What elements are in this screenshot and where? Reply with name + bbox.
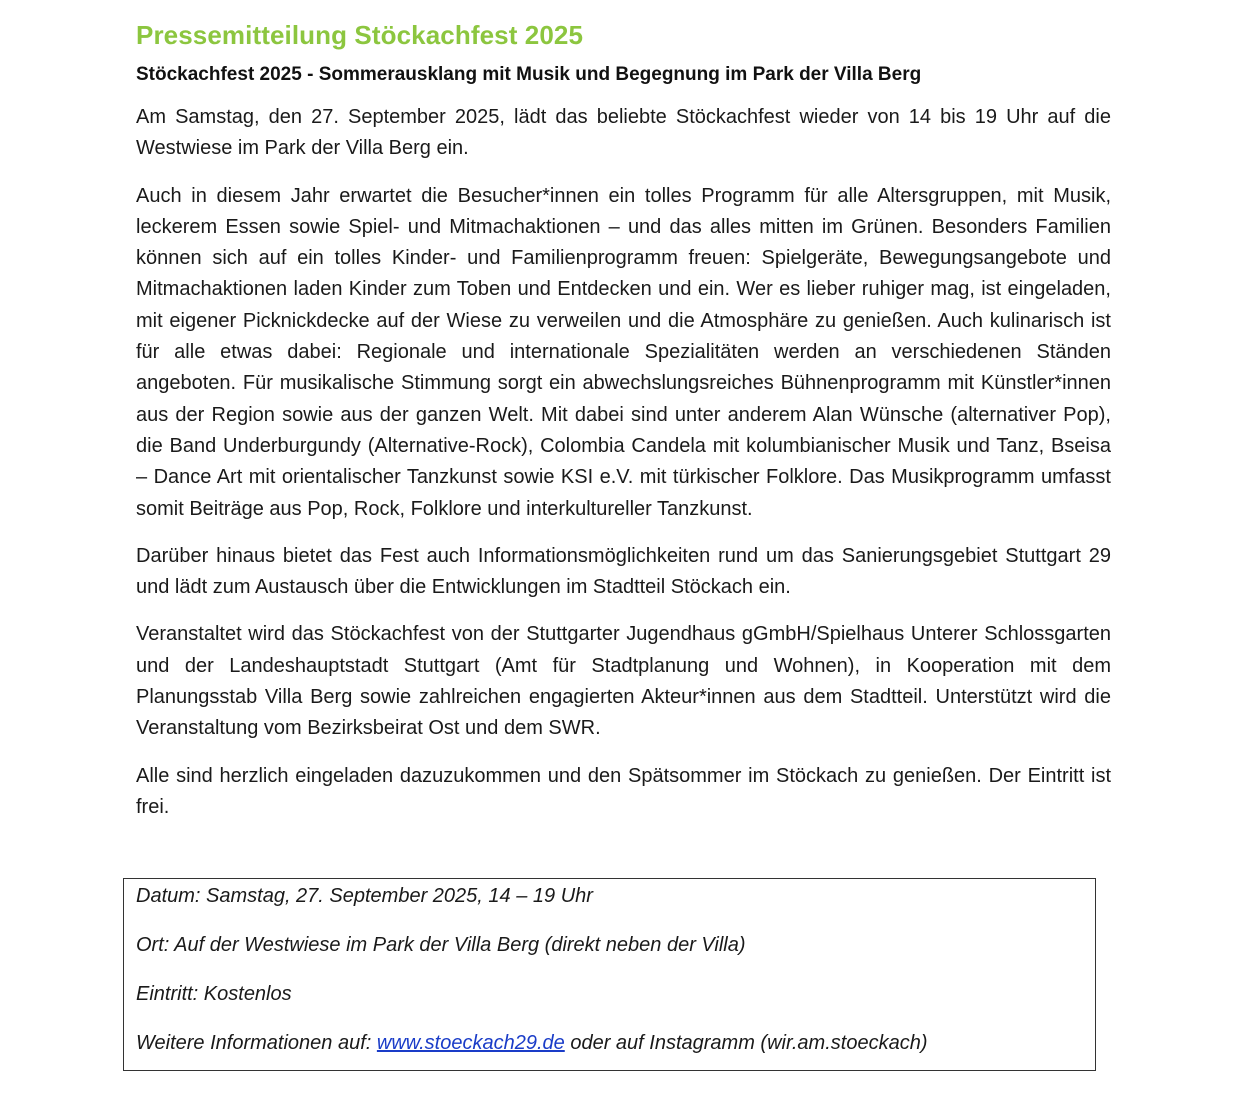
paragraph-information: Darüber hinaus bietet das Fest auch Informationsmöglichkeiten rund um das Sanierungsgebiet Stuttgart 29 und lädt zum Austausch über die Entwicklungen im Stadtteil Stöckach ein. (136, 544, 1111, 599)
page-subtitle: Stöckachfest 2025 - Sommerausklang mit Musik und Begegnung im Park der Villa Berg (136, 64, 922, 85)
event-info-box (123, 878, 1096, 1071)
more-info-suffix: oder auf Instagramm (wir.am.stoeckach) (564, 1032, 928, 1054)
paragraph-program: Auch in diesem Jahr erwartet die Besucher*innen ein tolles Programm für alle Altersgruppen, mit Musik, leckerem Essen sowie Spiel- und Mitmachaktionen – und das alles mitten im Grünen. Besonders Familien können sich auf ein tolles Kinder- und Familienprogramm freuen: Spielgeräte, Bewegungsangebote und Mitmachaktionen laden Kinder zum Toben und Entdecken und ein. Wer es lieber ruhiger mag, ist eingeladen, mit eigener Picknickdecke auf der Wiese zu verweilen und die Atmosphäre zu genießen. Auch kulinarisch ist für alle etwas dabei: Regionale und internationale Spezialitäten werden an verschiedenen Ständen angeboten. Für musikalische Stimmung sorgt ein abwechslungsreiches Bühnenprogramm mit Künstler*innen aus der Region sowie aus der ganzen Welt. Mit dabei sind unter anderem Alan Wünsche (alternativer Pop), die Band Underburgundy (Alternative-Rock), Colombia Candela mit kolumbianischer Musik und Tanz, Bseisa – Dance Art mit orientalischer Tanzkunst sowie KSI e.V. mit türkischer Folklore. Das Musikprogramm umfasst somit Beiträge aus Pop, Rock, Folklore und interkultureller Tanzkunst. (136, 184, 1111, 520)
paragraph-organizers: Veranstaltet wird das Stöckachfest von der Stuttgarter Jugendhaus gGmbH/Spielhaus Unterer Schlossgarten und der Landeshauptstadt Stuttgart (Amt für Stadtplanung und Wohnen), in Kooperation mit dem Planungsstab Villa Berg sowie zahlreichen engagierten Akteur*innen aus dem Stadtteil. Unterstützt wird die Veranstaltung vom Bezirksbeirat Ost und dem SWR. (136, 623, 1111, 740)
press-release-page (136, 18, 1111, 839)
website-link[interactable]: www.stoeckach29.de (376, 1032, 565, 1054)
event-more-info (136, 1028, 1083, 1058)
event-date: Datum: Samstag, 27. September 2025, 14 – 19 Uhr (136, 885, 593, 907)
more-info-prefix: Weitere Informationen auf: (136, 1032, 377, 1054)
event-admission: Eintritt: Kostenlos (136, 983, 292, 1005)
paragraph-invitation: Alle sind herzlich eingeladen dazuzukommen und den Spätsommer im Stöckach zu genießen. Der Eintritt ist frei. (136, 764, 1111, 818)
page-title: Pressemitteilung Stöckachfest 2025 (136, 20, 584, 50)
paragraph-intro: Am Samstag, den 27. September 2025, lädt das beliebte Stöckachfest wieder von 14 bis 19 Uhr auf die Westwiese im Park der Villa Berg ein. (136, 106, 1111, 160)
event-location: Ort: Auf der Westwiese im Park der Villa Berg (direkt neben der Villa) (136, 934, 746, 956)
